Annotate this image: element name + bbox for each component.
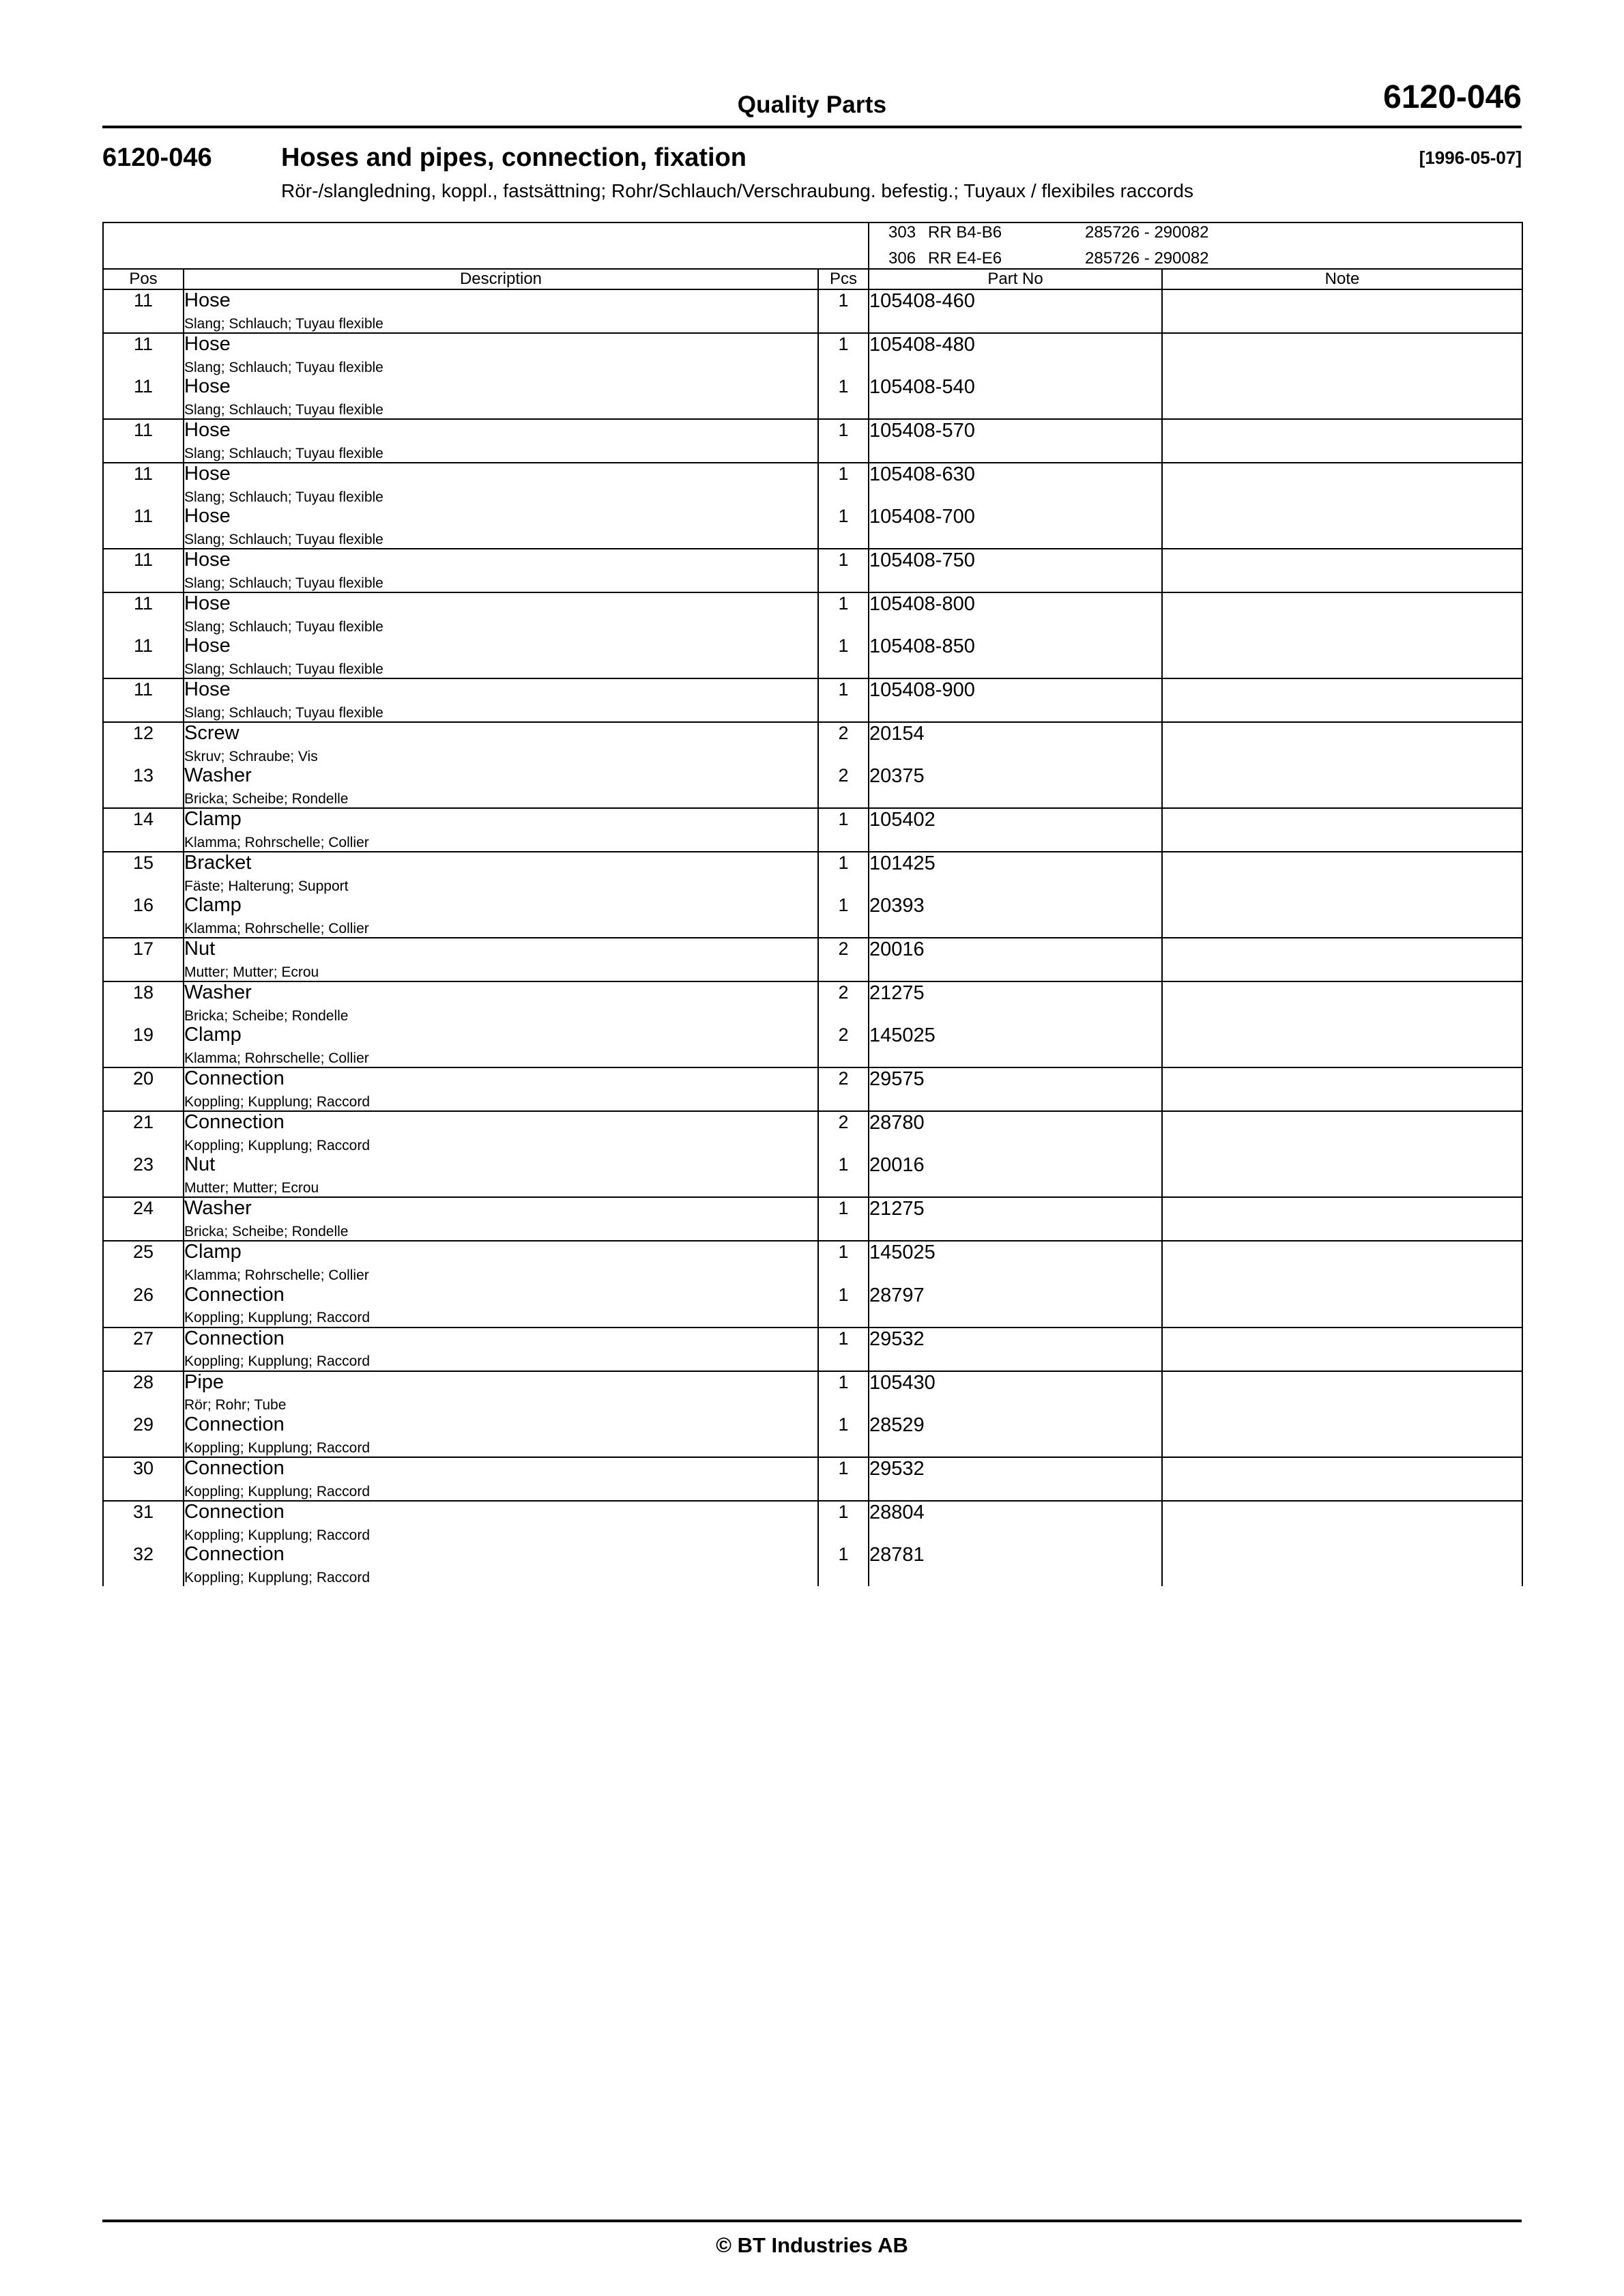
table-row — [103, 1067, 1522, 1111]
table-row — [103, 1111, 1522, 1154]
row-part-name: Hose — [184, 418, 231, 441]
section-subtitle: Rör-/slangledning, koppl., fastsättning; Rohr/Schlauch/Verschraubung. befestig.; Tuyaux / flexibiles raccords — [281, 180, 1193, 201]
row-pcs: 1 — [818, 1328, 869, 1371]
row-description — [184, 938, 818, 981]
row-description — [184, 1371, 818, 1414]
page-footer — [102, 2220, 1522, 2258]
row-pos: 32 — [103, 1544, 184, 1586]
row-part-no: 28781 — [869, 1544, 1162, 1586]
row-part-no: 105408-460 — [869, 289, 1162, 333]
row-pcs: 1 — [818, 592, 869, 635]
row-pos: 11 — [103, 376, 184, 419]
table-row — [103, 1154, 1522, 1197]
row-pcs: 1 — [818, 1414, 869, 1457]
row-note — [1162, 506, 1522, 549]
row-pos: 16 — [103, 895, 184, 938]
row-pos: 26 — [103, 1285, 184, 1328]
title-block — [102, 143, 1522, 204]
table-row — [103, 852, 1522, 895]
row-note — [1162, 1024, 1522, 1067]
model-row — [869, 223, 1522, 242]
table-row — [103, 1544, 1522, 1586]
row-pcs: 2 — [818, 938, 869, 981]
row-part-name: Connection — [184, 1283, 285, 1306]
row-part-name: Hose — [184, 635, 231, 657]
row-part-translations: Fäste; Halterung; Support — [184, 878, 349, 895]
table-row — [103, 1328, 1522, 1371]
table-row — [103, 1024, 1522, 1067]
row-part-translations: Bricka; Scheibe; Rondelle — [184, 1008, 349, 1024]
model-band-row — [103, 223, 1522, 269]
column-header-pcs: Pcs — [818, 269, 869, 289]
row-part-name: Connection — [184, 1500, 285, 1523]
row-pcs: 1 — [818, 635, 869, 678]
table-row — [103, 765, 1522, 808]
row-pcs: 1 — [818, 289, 869, 333]
row-part-no: 105402 — [869, 808, 1162, 852]
row-part-name: Washer — [184, 1197, 252, 1220]
row-part-no: 145025 — [869, 1024, 1162, 1067]
page-header — [102, 66, 1522, 119]
row-pos: 11 — [103, 419, 184, 463]
parts-table — [102, 222, 1523, 1586]
row-part-no: 105408-850 — [869, 635, 1162, 678]
row-note — [1162, 635, 1522, 678]
row-part-translations: Koppling; Kupplung; Raccord — [184, 1310, 371, 1326]
row-part-no: 29575 — [869, 1067, 1162, 1111]
row-note — [1162, 1457, 1522, 1501]
row-pos: 11 — [103, 333, 184, 376]
column-header-part-no: Part No — [869, 269, 1162, 289]
row-part-no: 20375 — [869, 765, 1162, 808]
row-part-translations: Klamma; Rohrschelle; Collier — [184, 835, 369, 851]
row-pos: 11 — [103, 678, 184, 722]
table-row — [103, 506, 1522, 549]
row-note — [1162, 678, 1522, 722]
row-pos: 21 — [103, 1111, 184, 1154]
row-note — [1162, 1501, 1522, 1544]
row-pcs: 1 — [818, 1371, 869, 1414]
row-note — [1162, 1111, 1522, 1154]
row-part-translations: Skruv; Schraube; Vis — [184, 749, 318, 764]
row-pcs: 1 — [818, 895, 869, 938]
row-description — [184, 1544, 818, 1586]
table-row — [103, 592, 1522, 635]
row-description — [184, 765, 818, 808]
row-note — [1162, 1241, 1522, 1284]
row-description — [184, 1111, 818, 1154]
row-part-name: Clamp — [184, 808, 242, 831]
row-pos: 14 — [103, 808, 184, 852]
table-row — [103, 895, 1522, 938]
row-part-name: Bracket — [184, 852, 252, 874]
row-pos: 25 — [103, 1241, 184, 1284]
model-band — [869, 223, 1522, 269]
row-description — [184, 852, 818, 895]
row-pos: 18 — [103, 981, 184, 1024]
row-description — [184, 1328, 818, 1371]
row-description — [184, 1024, 818, 1067]
row-part-no: 20016 — [869, 1154, 1162, 1197]
row-pcs: 1 — [818, 1501, 869, 1544]
row-part-no: 21275 — [869, 981, 1162, 1024]
row-description — [184, 333, 818, 376]
row-part-translations: Bricka; Scheibe; Rondelle — [184, 791, 349, 807]
row-note — [1162, 1544, 1522, 1586]
row-note — [1162, 722, 1522, 765]
row-part-translations: Bricka; Scheibe; Rondelle — [184, 1224, 349, 1240]
table-row — [103, 1285, 1522, 1328]
row-pcs: 1 — [818, 678, 869, 722]
row-pos: 24 — [103, 1197, 184, 1241]
row-part-translations: Koppling; Kupplung; Raccord — [184, 1353, 371, 1370]
row-pcs: 1 — [818, 333, 869, 376]
row-part-name: Hose — [184, 375, 231, 397]
row-part-name: Pipe — [184, 1371, 224, 1393]
row-pos: 11 — [103, 635, 184, 678]
row-part-no: 105408-800 — [869, 592, 1162, 635]
row-part-name: Connection — [184, 1456, 285, 1479]
row-description — [184, 1067, 818, 1111]
row-pcs: 1 — [818, 852, 869, 895]
row-pcs: 2 — [818, 981, 869, 1024]
row-part-translations: Mutter; Mutter; Ecrou — [184, 1180, 319, 1196]
row-description — [184, 592, 818, 635]
row-note — [1162, 333, 1522, 376]
header-divider — [102, 126, 1522, 128]
row-part-no: 20154 — [869, 722, 1162, 765]
row-note — [1162, 1285, 1522, 1328]
row-part-translations: Klamma; Rohrschelle; Collier — [184, 1050, 369, 1067]
row-note — [1162, 852, 1522, 895]
row-part-translations: Mutter; Mutter; Ecrou — [184, 964, 319, 981]
model-row — [869, 249, 1522, 268]
row-pos: 19 — [103, 1024, 184, 1067]
model-code: 306 — [888, 248, 916, 268]
column-header-description: Description — [184, 269, 818, 289]
model-serial-range: 285726 - 290082 — [1085, 223, 1209, 242]
row-part-name: Hose — [184, 504, 231, 527]
table-row — [103, 376, 1522, 419]
row-part-translations: Slang; Schlauch; Tuyau flexible — [184, 531, 383, 547]
row-pcs: 2 — [818, 1067, 869, 1111]
table-row — [103, 678, 1522, 722]
model-code: 303 — [888, 223, 916, 242]
column-header-note: Note — [1162, 269, 1522, 289]
row-note — [1162, 463, 1522, 506]
row-description — [184, 463, 818, 506]
row-pcs: 1 — [818, 1457, 869, 1501]
row-description — [184, 289, 818, 333]
row-pos: 11 — [103, 592, 184, 635]
row-description — [184, 981, 818, 1024]
row-part-no: 105430 — [869, 1371, 1162, 1414]
table-row — [103, 1241, 1522, 1284]
row-part-name: Connection — [184, 1111, 285, 1134]
row-part-name: Hose — [184, 332, 231, 355]
row-pcs: 1 — [818, 376, 869, 419]
model-name: RR B4-B6 — [928, 223, 1002, 242]
row-part-translations: Slang; Schlauch; Tuyau flexible — [184, 359, 383, 375]
row-part-name: Nut — [184, 938, 216, 960]
row-pcs: 2 — [818, 1024, 869, 1067]
row-note — [1162, 808, 1522, 852]
row-part-name: Clamp — [184, 1024, 242, 1046]
row-description — [184, 635, 818, 678]
table-row — [103, 1457, 1522, 1501]
row-pos: 12 — [103, 722, 184, 765]
row-part-translations: Slang; Schlauch; Tuyau flexible — [184, 315, 383, 332]
model-band-blank — [103, 223, 869, 269]
row-pos: 29 — [103, 1414, 184, 1457]
row-pos: 31 — [103, 1501, 184, 1544]
row-part-name: Connection — [184, 1327, 285, 1349]
table-row — [103, 333, 1522, 376]
row-part-name: Hose — [184, 548, 231, 571]
row-part-no: 105408-570 — [869, 419, 1162, 463]
row-part-name: Screw — [184, 722, 240, 745]
row-pos: 13 — [103, 765, 184, 808]
row-pcs: 2 — [818, 765, 869, 808]
row-note — [1162, 938, 1522, 981]
row-part-no: 105408-700 — [869, 506, 1162, 549]
table-row — [103, 1501, 1522, 1544]
row-pcs: 1 — [818, 419, 869, 463]
row-description — [184, 376, 818, 419]
row-description — [184, 1457, 818, 1501]
table-row — [103, 635, 1522, 678]
row-note — [1162, 549, 1522, 592]
table-row — [103, 808, 1522, 852]
row-part-no: 105408-540 — [869, 376, 1162, 419]
row-part-name: Washer — [184, 981, 252, 1004]
table-row — [103, 938, 1522, 981]
row-part-no: 145025 — [869, 1241, 1162, 1284]
table-row — [103, 981, 1522, 1024]
table-row — [103, 722, 1522, 765]
table-row — [103, 1371, 1522, 1414]
row-note — [1162, 419, 1522, 463]
row-part-translations: Koppling; Kupplung; Raccord — [184, 1439, 371, 1456]
row-note — [1162, 1414, 1522, 1457]
row-part-no: 105408-480 — [869, 333, 1162, 376]
row-part-name: Connection — [184, 1067, 285, 1090]
row-note — [1162, 1328, 1522, 1371]
table-row — [103, 1414, 1522, 1457]
row-part-no: 28780 — [869, 1111, 1162, 1154]
row-pcs: 1 — [818, 506, 869, 549]
row-pcs: 1 — [818, 463, 869, 506]
row-part-translations: Slang; Schlauch; Tuyau flexible — [184, 445, 383, 461]
row-pcs: 1 — [818, 1544, 869, 1586]
row-description — [184, 549, 818, 592]
row-part-name: Clamp — [184, 894, 242, 917]
row-description — [184, 808, 818, 852]
table-header-row — [103, 269, 1522, 289]
row-note — [1162, 895, 1522, 938]
row-part-translations: Klamma; Rohrschelle; Collier — [184, 921, 369, 937]
row-description — [184, 1414, 818, 1457]
row-pcs: 1 — [818, 549, 869, 592]
row-part-name: Hose — [184, 289, 231, 311]
table-row — [103, 1197, 1522, 1241]
document-number: 6120-046 — [1383, 79, 1522, 115]
row-description — [184, 1241, 818, 1284]
row-part-name: Hose — [184, 462, 231, 485]
row-pcs: 2 — [818, 1111, 869, 1154]
row-pcs: 1 — [818, 1285, 869, 1328]
brand-title: Quality Parts — [737, 91, 887, 118]
row-pos: 11 — [103, 289, 184, 333]
section-code: 6120-046 — [102, 143, 212, 172]
row-note — [1162, 289, 1522, 333]
row-pcs: 1 — [818, 1197, 869, 1241]
row-part-no: 29532 — [869, 1457, 1162, 1501]
row-part-name: Connection — [184, 1542, 285, 1565]
row-part-no: 105408-900 — [869, 678, 1162, 722]
column-header-pos: Pos — [103, 269, 184, 289]
row-note — [1162, 981, 1522, 1024]
table-row — [103, 463, 1522, 506]
row-part-no: 28804 — [869, 1501, 1162, 1544]
row-pcs: 1 — [818, 808, 869, 852]
revision-date: [1996-05-07] — [1419, 147, 1522, 168]
row-note — [1162, 1371, 1522, 1414]
row-part-translations: Koppling; Kupplung; Raccord — [184, 1569, 371, 1585]
row-part-no: 105408-630 — [869, 463, 1162, 506]
row-description — [184, 419, 818, 463]
row-pos: 11 — [103, 463, 184, 506]
row-part-translations: Slang; Schlauch; Tuyau flexible — [184, 704, 383, 721]
row-pos: 28 — [103, 1371, 184, 1414]
footer-divider — [102, 2220, 1522, 2222]
row-description — [184, 1285, 818, 1328]
row-part-no: 20393 — [869, 895, 1162, 938]
row-pos: 11 — [103, 506, 184, 549]
row-part-translations: Slang; Schlauch; Tuyau flexible — [184, 618, 383, 635]
row-part-no: 20016 — [869, 938, 1162, 981]
row-note — [1162, 1197, 1522, 1241]
row-part-translations: Rör; Rohr; Tube — [184, 1397, 287, 1414]
row-part-name: Hose — [184, 678, 231, 701]
model-name: RR E4-E6 — [928, 248, 1002, 268]
row-pos: 11 — [103, 549, 184, 592]
row-part-translations: Slang; Schlauch; Tuyau flexible — [184, 575, 383, 591]
row-description — [184, 895, 818, 938]
row-part-translations: Slang; Schlauch; Tuyau flexible — [184, 489, 383, 505]
row-part-no: 28529 — [869, 1414, 1162, 1457]
row-note — [1162, 1067, 1522, 1111]
row-part-no: 21275 — [869, 1197, 1162, 1241]
table-row — [103, 289, 1522, 333]
row-description — [184, 1501, 818, 1544]
row-part-translations: Koppling; Kupplung; Raccord — [184, 1483, 371, 1499]
row-description — [184, 722, 818, 765]
row-pos: 30 — [103, 1457, 184, 1501]
section-title: Hoses and pipes, connection, fixation — [281, 143, 746, 172]
row-part-name: Clamp — [184, 1241, 242, 1263]
row-description — [184, 1197, 818, 1241]
row-part-translations: Koppling; Kupplung; Raccord — [184, 1094, 371, 1110]
model-serial-range: 285726 - 290082 — [1085, 248, 1209, 268]
table-row — [103, 419, 1522, 463]
row-part-translations: Koppling; Kupplung; Raccord — [184, 1527, 371, 1543]
row-pos: 23 — [103, 1154, 184, 1197]
row-part-name: Washer — [184, 764, 252, 787]
row-pos: 20 — [103, 1067, 184, 1111]
row-note — [1162, 376, 1522, 419]
row-note — [1162, 592, 1522, 635]
row-pos: 15 — [103, 852, 184, 895]
row-part-name: Nut — [184, 1153, 216, 1176]
row-description — [184, 678, 818, 722]
row-part-no: 28797 — [869, 1285, 1162, 1328]
row-part-no: 105408-750 — [869, 549, 1162, 592]
row-part-name: Connection — [184, 1413, 285, 1435]
row-note — [1162, 1154, 1522, 1197]
row-part-name: Hose — [184, 592, 231, 615]
row-pcs: 2 — [818, 722, 869, 765]
row-part-translations: Koppling; Kupplung; Raccord — [184, 1138, 371, 1154]
row-part-no: 101425 — [869, 852, 1162, 895]
row-description — [184, 506, 818, 549]
row-part-translations: Slang; Schlauch; Tuyau flexible — [184, 661, 383, 677]
row-part-translations: Slang; Schlauch; Tuyau flexible — [184, 401, 383, 418]
table-row — [103, 549, 1522, 592]
row-description — [184, 1154, 818, 1197]
row-part-no: 29532 — [869, 1328, 1162, 1371]
copyright-text: © BT Industries AB — [716, 2233, 908, 2257]
row-pcs: 1 — [818, 1154, 869, 1197]
row-pos: 27 — [103, 1328, 184, 1371]
row-pcs: 1 — [818, 1241, 869, 1284]
row-pos: 17 — [103, 938, 184, 981]
row-part-translations: Klamma; Rohrschelle; Collier — [184, 1267, 369, 1284]
row-note — [1162, 765, 1522, 808]
